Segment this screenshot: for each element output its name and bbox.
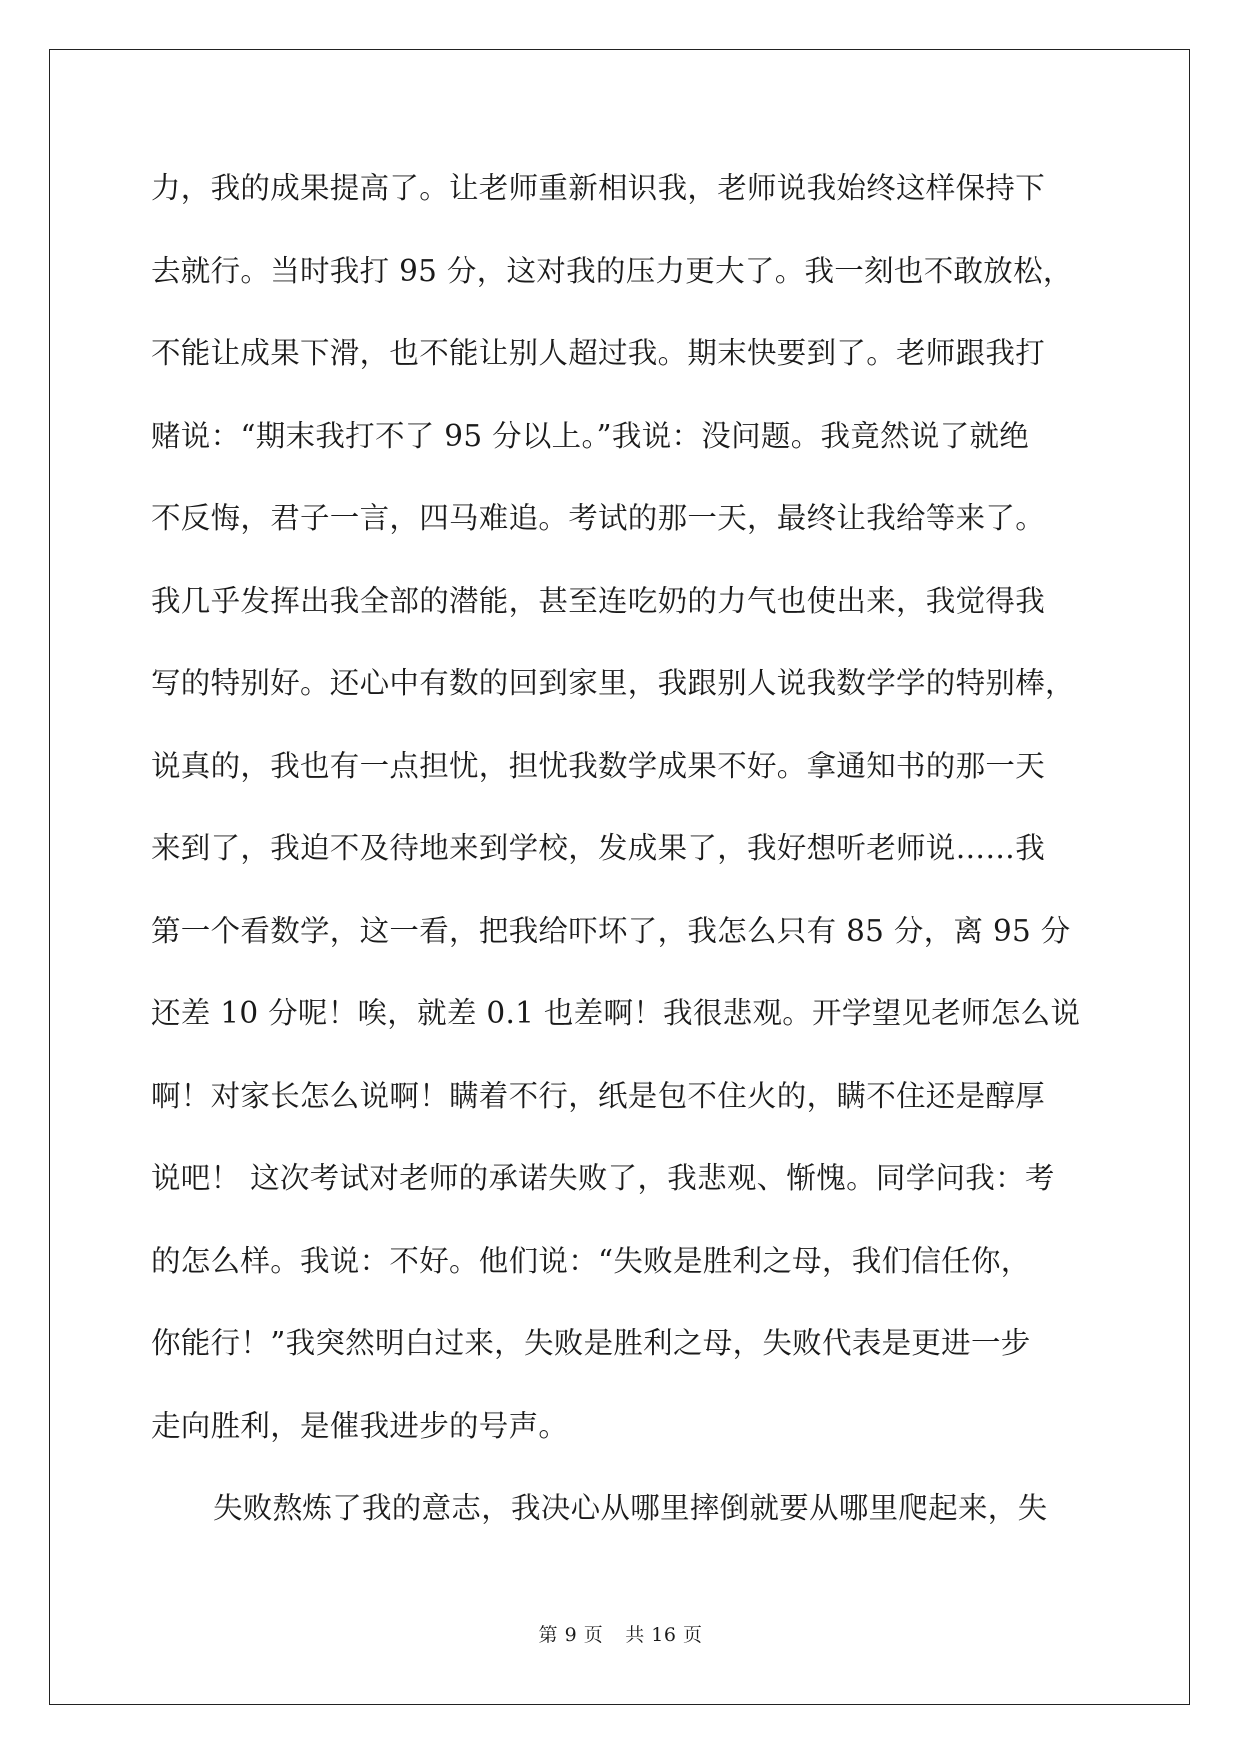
text-line: 写的特别好。还心中有数的回到家里，我跟别人说我数学学的特别棒，	[151, 666, 1075, 700]
text-line: 力，我的成果提高了。让老师重新相识我，老师说我始终这样保持下	[151, 171, 1046, 205]
total-page-count: 共 16 页	[625, 1624, 703, 1646]
text-line: 说真的，我也有一点担忧，担忧我数学成果不好。拿通知书的那一天	[151, 748, 1046, 783]
document-body	[151, 162, 1091, 1565]
paragraph-start-line: 失败熬炼了我的意志，我决心从哪里摔倒就要从哪里爬起来，失	[213, 1491, 1048, 1525]
text-line: 赌说：“期末我打不了 95 分以上。”我说：没问题。我竟然说了就绝	[151, 418, 1030, 453]
text-line: 说吧！ 这次考试对老师的承诺失败了，我悲观、惭愧。同学问我：考	[151, 1161, 1055, 1195]
text-line: 我几乎发挥出我全部的潜能，甚至连吃奶的力气也使出来，我觉得我	[151, 583, 1046, 618]
text-line: 走向胜利，是催我进步的号声。	[151, 1408, 569, 1443]
page-footer	[0, 1620, 1241, 1647]
text-line: 去就行。当时我打 95 分，这对我的压力更大了。我一刻也不敢放松，	[151, 253, 1073, 288]
text-line: 还差 10 分呢！唉，就差 0.1 也差啊！我很悲观。开学望见老师怎么说	[151, 996, 1081, 1030]
text-line: 的怎么样。我说：不好。他们说：“失败是胜利之母，我们信任你，	[151, 1243, 1031, 1278]
text-line: 不能让成果下滑，也不能让别人超过我。期末快要到了。老师跟我打	[151, 336, 1046, 370]
text-line: 来到了，我迫不及待地来到学校，发成果了，我好想听老师说……我	[151, 831, 1046, 865]
current-page-number: 第 9 页	[538, 1624, 604, 1646]
text-line: 第一个看数学，这一看，把我给吓坏了，我怎么只有 85 分，离 95 分	[151, 913, 1071, 948]
text-line: 不反悔，君子一言，四马难追。考试的那一天，最终让我给等来了。	[151, 501, 1046, 535]
text-line: 啊！对家长怎么说啊！瞒着不行，纸是包不住火的，瞒不住还是醇厚	[151, 1078, 1046, 1113]
text-line: 你能行！”我突然明白过来，失败是胜利之母，失败代表是更进一步	[151, 1326, 1031, 1360]
